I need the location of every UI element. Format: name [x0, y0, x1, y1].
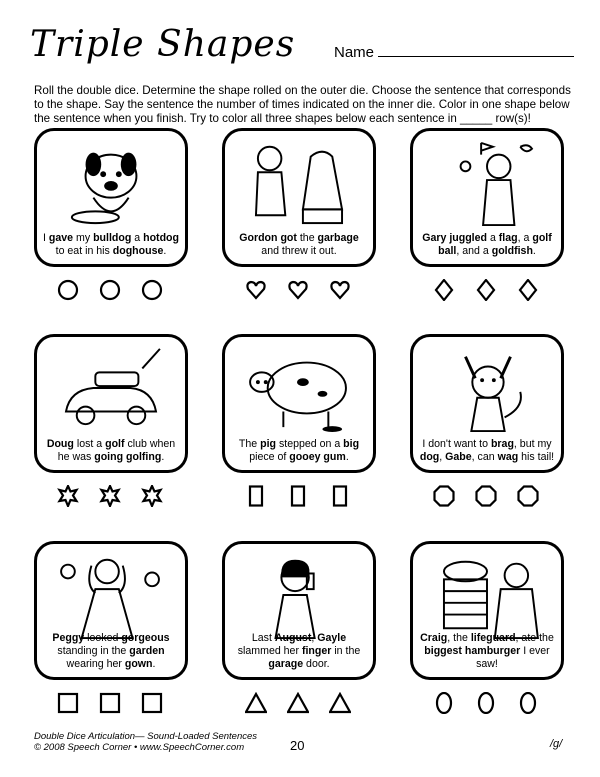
sentence-fragment: lost a [73, 438, 106, 450]
circle-icon[interactable] [141, 279, 163, 301]
heart-icon[interactable] [287, 279, 309, 301]
oval-icon[interactable] [517, 692, 539, 714]
target-word: flag [498, 232, 518, 244]
target-word: gooey gum [289, 451, 346, 463]
sentence-fragment: , a [517, 232, 533, 244]
sentence-fragment: , ate the [515, 632, 554, 644]
target-sound: /g/ [550, 738, 563, 750]
target-word: wag [497, 451, 519, 463]
target-word: Gordon [239, 232, 278, 244]
rectangle-icon[interactable] [329, 485, 351, 507]
sentence-fragment: my [73, 232, 94, 244]
sentence-fragment: door. [303, 658, 330, 670]
target-word: lifeguard [470, 632, 516, 644]
sentence-fragment: and threw it out. [261, 245, 337, 257]
sentence-text [417, 232, 557, 258]
target-word: Gary [422, 232, 447, 244]
sentence-fragment: , the [447, 632, 471, 644]
sentence-fragment: . [532, 245, 536, 257]
sentence-card [410, 334, 564, 473]
sentence-fragment: a [487, 232, 499, 244]
sentence-fragment: slammed her [237, 645, 302, 657]
target-word: garage [268, 658, 304, 670]
footer [34, 731, 257, 753]
sentence-text [229, 232, 369, 258]
heart-icon[interactable] [245, 279, 267, 301]
octagon-icon[interactable] [475, 485, 497, 507]
octagon-icon[interactable] [433, 485, 455, 507]
footer-book-title: Double Dice Articulation— Sound-Loaded Sentences [34, 731, 258, 742]
sentence-text [229, 632, 369, 671]
target-word: hotdog [143, 232, 179, 244]
triangle-icon[interactable] [287, 692, 309, 714]
target-word: Doug [46, 438, 74, 450]
star-icon[interactable] [99, 485, 121, 507]
sentence-fragment: , but my [513, 438, 552, 450]
pig-icon [233, 343, 365, 433]
target-word: biggest hamburger [424, 645, 521, 657]
triangle-icon[interactable] [245, 692, 267, 714]
target-word: pig [260, 438, 277, 450]
target-word: going golfing [94, 451, 162, 463]
sentence-fragment: , and a [456, 245, 492, 257]
sentence-text [417, 632, 557, 671]
target-word: juggled [449, 232, 487, 244]
sentence-fragment: standing in the [57, 645, 130, 657]
bulldog-icon [45, 137, 177, 227]
sentence-text [41, 438, 181, 464]
target-word: gorgeous [121, 632, 170, 644]
oval-icon[interactable] [433, 692, 455, 714]
sentence-fragment: stepped on a [276, 438, 344, 450]
sentence-card [34, 128, 188, 267]
target-word: brag [490, 438, 514, 450]
diamond-icon[interactable] [433, 279, 455, 301]
target-word: big [343, 438, 360, 450]
target-word: golf [105, 438, 125, 450]
instructions: Roll the double dice. Determine the shape rolled on the outer die. Choose the sentence that corresponds to the shape. Say the sentence the number of times indicated on the inner die. Color in one shape below the sentence when you finish. Try to color all three shapes below each sentence in _____ row(s)! [34, 84, 571, 125]
target-word: finger [301, 645, 332, 657]
star-icon[interactable] [57, 485, 79, 507]
sentence-text [417, 438, 557, 464]
sentence-card [34, 541, 188, 680]
target-word: dog [419, 451, 440, 463]
octagon-icon[interactable] [517, 485, 539, 507]
target-word: Peggy [52, 632, 85, 644]
sentence-fragment: piece of [249, 451, 290, 463]
phone-icon [233, 550, 365, 640]
target-word: garbage [317, 232, 359, 244]
sentence-fragment: The [238, 438, 261, 450]
sentence-fragment: I [43, 232, 49, 244]
sentence-fragment: . [163, 245, 167, 257]
target-word: got [280, 232, 297, 244]
sentence-fragment: to eat in his [55, 245, 113, 257]
sentence-fragment: looked [84, 632, 122, 644]
sentence-fragment: a [131, 232, 144, 244]
target-word: doghouse [112, 245, 164, 257]
juggler-icon [421, 137, 553, 227]
square-icon[interactable] [99, 692, 121, 714]
sentence-card [410, 541, 564, 680]
name-field[interactable] [334, 44, 574, 61]
sentence-fragment: , [439, 451, 446, 463]
rectangle-icon[interactable] [245, 485, 267, 507]
sentence-fragment: , [311, 632, 318, 644]
woman-icon [45, 550, 177, 640]
footer-copyright: © 2008 Speech Corner • www.SpeechCorner.com [34, 742, 245, 753]
sentence-card [222, 334, 376, 473]
sentence-text [229, 438, 369, 464]
sentence-fragment: . [345, 451, 349, 463]
circle-icon[interactable] [57, 279, 79, 301]
triangle-icon[interactable] [329, 692, 351, 714]
target-word: gave [48, 232, 74, 244]
sentence-fragment: in the [331, 645, 361, 657]
target-word: golf ball [438, 232, 552, 257]
sentence-card [34, 334, 188, 473]
sentence-fragment: Last [251, 632, 275, 644]
circle-icon[interactable] [99, 279, 121, 301]
garbage-icon [233, 137, 365, 227]
target-word: gown [124, 658, 153, 670]
target-word: Craig [420, 632, 448, 644]
sentence-fragment: the [296, 232, 318, 244]
target-word: bulldog [93, 232, 132, 244]
sentence-card [222, 128, 376, 267]
square-icon[interactable] [141, 692, 163, 714]
heart-icon[interactable] [329, 279, 351, 301]
square-icon[interactable] [57, 692, 79, 714]
star-icon[interactable] [141, 485, 163, 507]
sentence-fragment: , can [471, 451, 498, 463]
target-word: Gabe [445, 451, 472, 463]
name-label: Name [334, 44, 375, 61]
diamond-icon[interactable] [475, 279, 497, 301]
page-title: Triple Shapes [30, 24, 296, 65]
sentence-fragment: wearing her [66, 658, 125, 670]
target-word: garden [129, 645, 165, 657]
sentence-fragment: . [161, 451, 165, 463]
sentence-fragment: . [152, 658, 156, 670]
car-icon [45, 343, 177, 433]
dog-icon [421, 343, 553, 433]
diamond-icon[interactable] [517, 279, 539, 301]
sentence-text [41, 632, 181, 671]
rectangle-icon[interactable] [287, 485, 309, 507]
page-number: 20 [290, 738, 305, 753]
target-word: goldfish [491, 245, 533, 257]
name-line [378, 44, 574, 57]
sentence-fragment: I ever saw! [476, 645, 550, 670]
oval-icon[interactable] [475, 692, 497, 714]
sentence-card [222, 541, 376, 680]
sentence-card [410, 128, 564, 267]
sentence-text [41, 232, 181, 258]
hamburger-icon [421, 550, 553, 640]
target-word: Gayle [317, 632, 347, 644]
sentence-fragment: his tail! [518, 451, 555, 463]
target-word: August [274, 632, 312, 644]
sentence-fragment: I don't want to [422, 438, 491, 450]
sentence-fragment: club when he was [57, 438, 176, 463]
